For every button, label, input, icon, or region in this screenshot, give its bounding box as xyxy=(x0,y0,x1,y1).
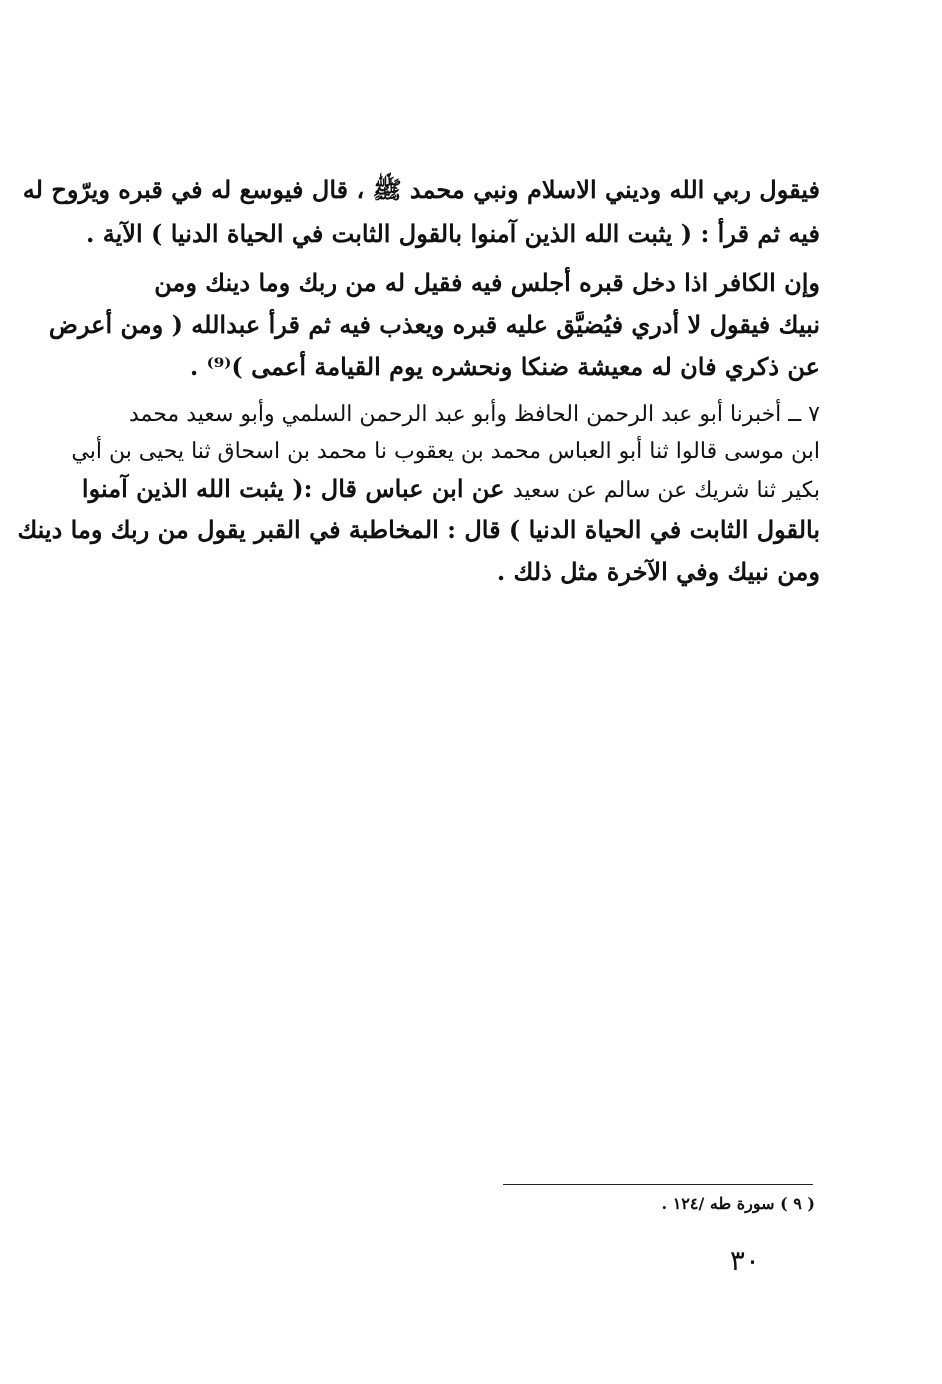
hadith-line-1: ٧ ــ أخبرنا أبو عبد الرحمن الحافظ وأبو عبد الرحمن السلمي وأبو سعيد محمد xyxy=(128,402,820,427)
hadith-line-3 xyxy=(81,470,820,509)
paragraph-2 xyxy=(48,262,820,388)
hadith-line-2: ابن موسى قالوا ثنا أبو العباس محمد بن يعقوب نا محمد بن اسحاق ثنا يحيى بن أبي xyxy=(71,439,820,464)
hadith-line-5: ومن نبيك وفي الآخرة مثل ذلك . xyxy=(496,557,820,586)
paragraph-2-line-2: نبيك فيقول لا أدري فيُضيَّق عليه قبره ويعذب فيه ثم قرأ عبدالله ( ومن أعرض xyxy=(48,310,820,339)
paragraph-2-line-1: وإن الكافر اذا دخل قبره أجلس فيه فقيل له من ربك وما دينك ومن xyxy=(154,268,820,297)
paragraph-1 xyxy=(22,168,820,256)
paragraph-1-line-2: فيه ثم قرأ : ( يثبت الله الذين آمنوا بالقول الثابت في الحياة الدنيا ) الآية . xyxy=(86,219,820,248)
paragraph-1-line-1: فيقول ربي الله وديني الاسلام ونبي محمد ﷺ ، قال فيوسع له في قبره ويرّوح له xyxy=(22,175,820,204)
hadith-line-4: بالقول الثابت في الحياة الدنيا ) قال : المخاطبة في القبر يقول من ربك وما دينك xyxy=(17,515,820,544)
footnote: ( ٩ ) سورة طه /١٢٤ . xyxy=(661,1194,815,1213)
paragraph-3-hadith xyxy=(17,396,820,593)
paragraph-2-line-3: عن ذكري فان له معيشة ضنكا ونحشره يوم القيامة أعمى )⁽⁹⁾ . xyxy=(189,352,820,381)
footnote-divider xyxy=(503,1184,813,1185)
page-number: ٣٠ xyxy=(729,1244,760,1277)
hadith-line-3-chain: بكير ثنا شريك عن سالم عن سعيد xyxy=(512,478,820,503)
hadith-line-3-text: عن ابن عباس قال :( يثبت الله الذين آمنوا xyxy=(81,474,513,503)
